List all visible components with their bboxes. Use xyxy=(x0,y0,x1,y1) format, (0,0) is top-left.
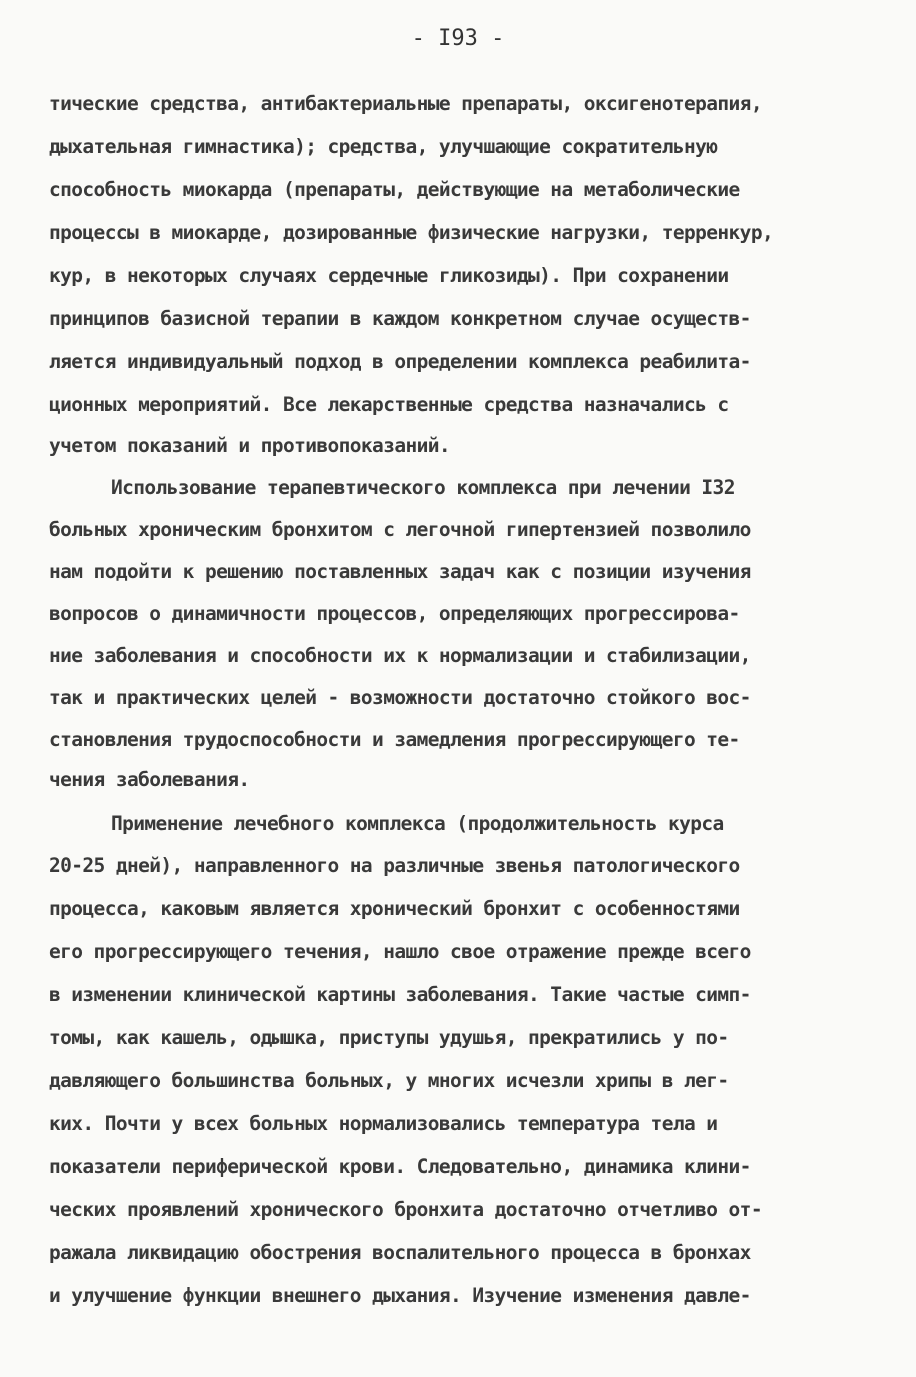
text-line: ческих проявлений хронического бронхита достаточно отчетливо от- xyxy=(49,1198,762,1221)
text-line: учетом показаний и противопоказаний. xyxy=(49,434,451,457)
text-line: так и практических целей - возможности достаточно стойкого вос- xyxy=(49,686,751,709)
text-line: 20-25 дней), направленного на различные звенья патологического xyxy=(49,854,740,877)
text-line: томы, как кашель, одышка, приступы удушья, прекратились у по- xyxy=(49,1026,729,1049)
text-line: процесса, каковым является хронический бронхит с особенностями xyxy=(49,897,740,920)
text-line: ляется индивидуальный подход в определении комплекса реабилита- xyxy=(49,350,751,373)
text-line: его прогрессирующего течения, нашло свое отражение прежде всего xyxy=(49,940,751,963)
text-line: тические средства, антибактериальные препараты, оксигенотерапия, xyxy=(49,92,762,115)
text-line: кур, в некоторых случаях сердечные гликозиды). При сохранении xyxy=(49,264,729,287)
text-line: нам подойти к решению поставленных задач как с позиции изучения xyxy=(49,560,751,583)
text-line: дыхательная гимнастика); средства, улучшающие сократительную xyxy=(49,135,718,158)
text-line: принципов базисной терапии в каждом конкретном случае осуществ- xyxy=(49,307,751,330)
paragraph-first-line: Применение лечебного комплекса (продолжительность курса xyxy=(111,812,724,835)
text-line: и улучшение функции внешнего дыхания. Изучение изменения давле- xyxy=(49,1284,751,1307)
text-line: процессы в миокарде, дозированные физические нагрузки, терренкур, xyxy=(49,221,774,244)
text-line: чения заболевания. xyxy=(49,768,250,791)
text-line: ние заболевания и способности их к нормализации и стабилизации, xyxy=(49,644,751,667)
text-line: вопросов о динамичности процессов, определяющих прогрессирова- xyxy=(49,602,740,625)
text-line: способность миокарда (препараты, действующие на метаболические xyxy=(49,178,740,201)
text-line: давляющего большинства больных, у многих исчезли хрипы в лег- xyxy=(49,1069,729,1092)
text-line: в изменении клинической картины заболевания. Такие частые симп- xyxy=(49,983,751,1006)
text-line: ражала ликвидацию обострения воспалительного процесса в бронхах xyxy=(49,1241,751,1264)
text-line: ционных мероприятий. Все лекарственные средства назначались с xyxy=(49,393,729,416)
text-line: становления трудоспособности и замедления прогрессирующего те- xyxy=(49,728,740,751)
text-line: больных хроническим бронхитом с легочной гипертензией позволило xyxy=(49,518,751,541)
paragraph-first-line: Использование терапевтического комплекса при лечении I32 xyxy=(111,476,735,499)
page-number: - I93 - xyxy=(411,26,505,51)
text-line: ких. Почти у всех больных нормализовались температура тела и xyxy=(49,1112,718,1135)
text-line: показатели периферической крови. Следовательно, динамика клини- xyxy=(49,1155,751,1178)
